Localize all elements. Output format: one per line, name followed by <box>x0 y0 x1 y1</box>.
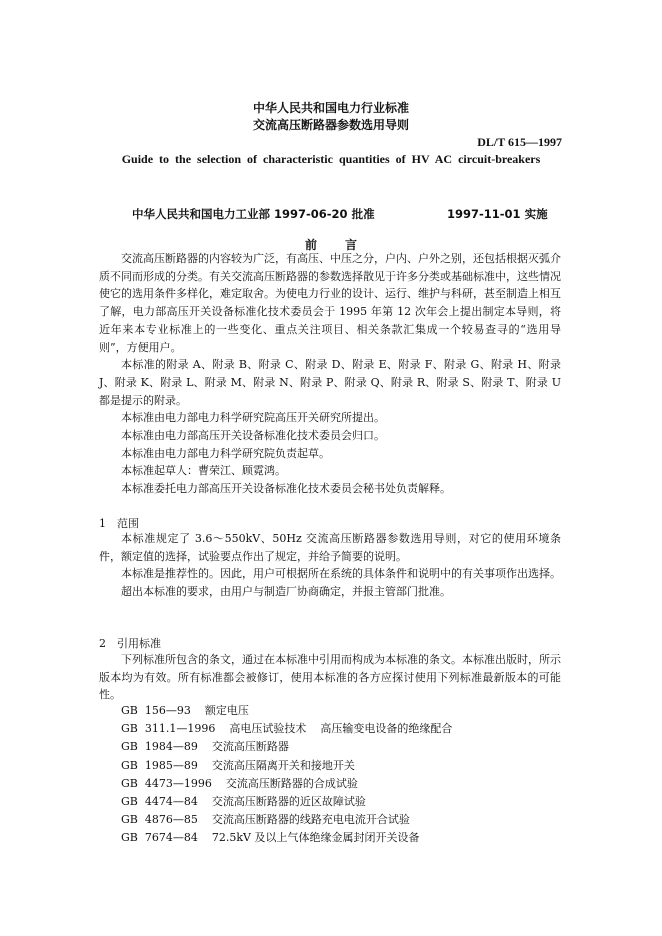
section-number: 2 <box>99 637 106 650</box>
foreword-heading: 前言 <box>304 238 385 252</box>
foreword-paragraph: 本标准由电力部高压开关设备标准化技术委员会归口。 <box>121 429 385 443</box>
standard-category-title: 中华人民共和国电力行业标准 <box>252 101 409 115</box>
list-item: GB 7674—84 72.5kV 及以上气体绝缘金属封闭开关设备 <box>121 831 420 845</box>
foreword-body <box>99 250 561 498</box>
section-1-body <box>99 530 561 601</box>
foreword-paragraph: 本标准由电力部电力科学研究院高压开关研究所提出。 <box>121 411 385 425</box>
section-title: 引用标准 <box>117 637 161 650</box>
list-item: GB 4474—84 交流高压断路器的近区故障试验 <box>121 795 366 809</box>
section-paragraph: 本标准规定了 3.6～550kV、50Hz 交流高压断路器参数选用导则，对它的使用环境条件，额定值的选择，试验要点作出了规定，并给予简要的说明。 <box>99 532 561 563</box>
standard-title: 交流高压断路器参数选用导则 <box>252 118 409 132</box>
list-item: GB 1984—89 交流高压断路器 <box>121 740 289 754</box>
list-item: GB 311.1—1996 高电压试验技术 高压输变电设备的绝缘配合 <box>121 722 453 736</box>
referenced-standards-list <box>121 702 452 848</box>
foreword-paragraph: 本标准起草人：曹荣江、顾霓鸿。 <box>121 464 286 478</box>
section-paragraph: 超出本标准的要求，由用户与制造厂协商确定，并报主管部门批准。 <box>121 585 451 599</box>
list-item: GB 4473—1996 交流高压断路器的合成试验 <box>121 776 358 790</box>
list-item: GB 156—93 额定电压 <box>121 704 249 717</box>
foreword-paragraph: 本标准委托电力部高压开关设备标准化技术委员会秘书处负责解释。 <box>121 482 451 496</box>
section-number: 1 <box>99 517 106 530</box>
section-paragraph: 下列标准所包含的条文，通过在本标准中引用而构成为本标准的条文。本标准出版时，所示版本均为有效。所有标准都会被修订，使用本标准的各方应探讨使用下列标准最新版本的可能性。 <box>99 653 561 702</box>
list-item: GB 4876—85 交流高压断路器的线路充电电流开合试验 <box>121 813 410 827</box>
section-title: 范围 <box>117 517 139 530</box>
section-1-heading <box>99 515 139 531</box>
section-2-body <box>99 651 561 704</box>
foreword-paragraph: 本标准的附录 A、附录 B、附录 C、附录 D、附录 E、附录 F、附录 G、附录 H、附录 J、附录 K、附录 L、附录 M、附录 N、附录 P、附录 Q、附录 R、附录 S、附录 T、附录 U 都是提示的附录。 <box>99 358 561 407</box>
section-2-heading <box>99 635 161 651</box>
list-item: GB 1985—89 交流高压隔离开关和接地开关 <box>121 758 355 772</box>
section-paragraph: 本标准是推荐性的。因此，用户可根据所在系统的具体条件和说明中的有关事项作出选择。 <box>121 567 561 581</box>
foreword-paragraph: 本标准由电力部电力科学研究院负责起草。 <box>121 446 330 460</box>
standard-code: DL/T 615—1997 <box>477 135 562 149</box>
implementation-date: 1997-11-01 实施 <box>447 207 548 221</box>
approval-date: 中华人民共和国电力工业部 1997-06-20 批准 <box>132 207 375 221</box>
english-title: Guide to the selection of characteristic quantities of HV AC circuit-breakers <box>121 152 541 166</box>
foreword-paragraph: 交流高压断路器的内容较为广泛，有高压、中压之分，户内、户外之别，还包括根据灭弧介质不同而形成的分类。有关交流高压断路器的参数选择散见于许多分类或基础标准中，这些情况使它的选用条件多样化，难定取舍。为使电力行业的设计、运行、维护与科研，甚至制造上相互了解，电力部高压开关设备标准化技术委员会于 1995 年第 12 次年会上提出制定本导则，将近年来本专业标准上的一些变化、重点关注项目、相关条款汇集成一个较易查寻的“选用导则”，方便用户。 <box>99 252 561 354</box>
